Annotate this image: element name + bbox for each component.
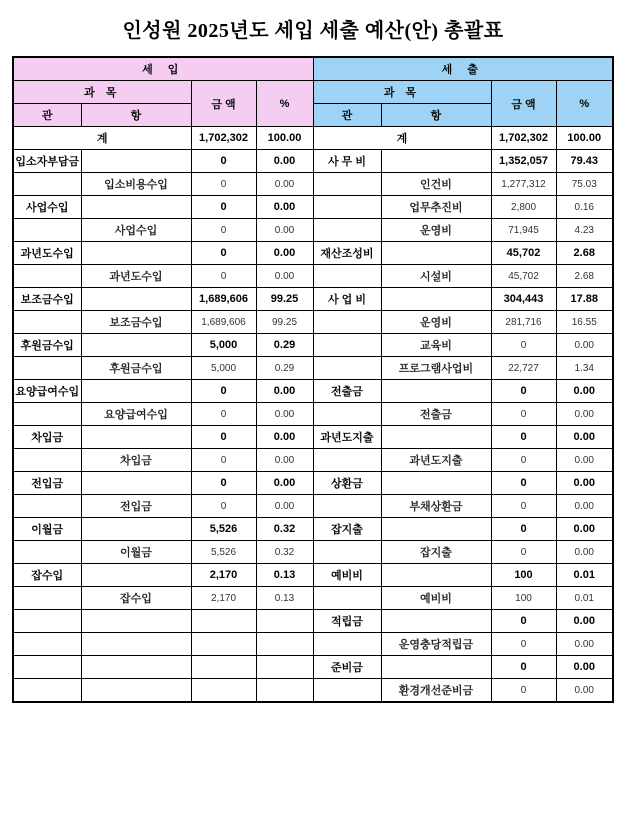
income-gwan-cell: 잡수입	[13, 564, 81, 587]
expense-hang-cell: 운영비	[381, 219, 491, 242]
income-percent-cell: 0.00	[256, 219, 313, 242]
expense-section-header: 세 출	[313, 57, 613, 81]
expense-percent-cell: 4.23	[556, 219, 613, 242]
income-total-percent: 100.00	[256, 127, 313, 150]
expense-amount-cell: 304,443	[491, 288, 556, 311]
income-amount-cell	[191, 656, 256, 679]
expense-hang-header: 항	[381, 104, 491, 127]
income-gwan-cell: 후원금수입	[13, 334, 81, 357]
income-percent-cell: 0.32	[256, 541, 313, 564]
expense-percent-cell: 0.00	[556, 541, 613, 564]
expense-percent-cell: 0.00	[556, 426, 613, 449]
expense-gwan-cell	[313, 196, 381, 219]
expense-gwan-cell: 준비금	[313, 656, 381, 679]
income-amount-cell: 0	[191, 173, 256, 196]
expense-amount-cell: 0	[491, 472, 556, 495]
expense-percent-cell: 2.68	[556, 265, 613, 288]
expense-amount-cell: 45,702	[491, 242, 556, 265]
income-percent-cell: 99.25	[256, 288, 313, 311]
expense-hang-cell: 시설비	[381, 265, 491, 288]
table-row	[13, 495, 613, 518]
income-total-amount: 1,702,302	[191, 127, 256, 150]
expense-hang-cell	[381, 610, 491, 633]
table-row	[13, 311, 613, 334]
income-hang-cell	[81, 196, 191, 219]
income-amount-header: 금 액	[191, 81, 256, 127]
expense-gwan-cell: 상환금	[313, 472, 381, 495]
expense-gwan-cell: 과년도지출	[313, 426, 381, 449]
expense-amount-cell: 0	[491, 633, 556, 656]
table-row	[13, 334, 613, 357]
income-percent-cell	[256, 633, 313, 656]
expense-gwan-cell: 전출금	[313, 380, 381, 403]
income-amount-cell: 0	[191, 219, 256, 242]
column-header-row-1	[13, 81, 613, 104]
table-row	[13, 196, 613, 219]
expense-percent-cell: 0.00	[556, 679, 613, 703]
expense-amount-cell: 45,702	[491, 265, 556, 288]
income-hang-cell: 잡수입	[81, 587, 191, 610]
income-percent-cell: 0.00	[256, 380, 313, 403]
expense-amount-header: 금 액	[491, 81, 556, 127]
income-percent-cell: 0.00	[256, 449, 313, 472]
expense-percent-cell: 0.00	[556, 449, 613, 472]
income-gwan-cell	[13, 311, 81, 334]
table-row	[13, 633, 613, 656]
expense-gwan-cell	[313, 495, 381, 518]
income-gwan-cell: 보조금수입	[13, 288, 81, 311]
income-hang-cell: 입소비용수입	[81, 173, 191, 196]
expense-gwan-cell: 적립금	[313, 610, 381, 633]
expense-hang-cell: 예비비	[381, 587, 491, 610]
expense-hang-cell	[381, 656, 491, 679]
expense-hang-cell: 교육비	[381, 334, 491, 357]
income-hang-cell: 보조금수입	[81, 311, 191, 334]
income-amount-cell	[191, 610, 256, 633]
income-hang-cell	[81, 242, 191, 265]
table-row	[13, 587, 613, 610]
income-percent-header: %	[256, 81, 313, 127]
page-title: 인성원 2025년도 세입 세출 예산(안) 총괄표	[122, 20, 504, 42]
income-gwan-header: 관	[13, 104, 81, 127]
expense-hang-cell	[381, 518, 491, 541]
income-percent-cell: 0.29	[256, 357, 313, 380]
expense-percent-cell: 75.03	[556, 173, 613, 196]
income-percent-cell	[256, 610, 313, 633]
income-hang-cell	[81, 679, 191, 703]
expense-hang-cell: 업무추진비	[381, 196, 491, 219]
expense-hang-cell	[381, 472, 491, 495]
expense-hang-cell	[381, 564, 491, 587]
income-gwan-cell: 전입금	[13, 472, 81, 495]
expense-percent-cell: 16.55	[556, 311, 613, 334]
income-percent-cell: 0.00	[256, 265, 313, 288]
expense-hang-cell: 부채상환금	[381, 495, 491, 518]
table-row	[13, 380, 613, 403]
income-percent-cell: 0.13	[256, 587, 313, 610]
expense-gwan-cell	[313, 173, 381, 196]
expense-percent-cell: 0.00	[556, 472, 613, 495]
expense-percent-cell: 17.88	[556, 288, 613, 311]
income-gwan-cell	[13, 656, 81, 679]
table-body	[13, 57, 613, 150]
expense-gwan-cell	[313, 587, 381, 610]
income-amount-cell: 0	[191, 150, 256, 173]
income-gwan-cell	[13, 610, 81, 633]
income-percent-cell: 0.00	[256, 173, 313, 196]
table-row	[13, 219, 613, 242]
table-row	[13, 288, 613, 311]
expense-gwan-cell	[313, 403, 381, 426]
expense-percent-cell: 0.00	[556, 610, 613, 633]
expense-amount-cell: 0	[491, 403, 556, 426]
expense-hang-cell: 환경개선준비금	[381, 679, 491, 703]
expense-gwan-cell	[313, 449, 381, 472]
budget-summary-table	[12, 56, 614, 703]
expense-gwan-cell: 예비비	[313, 564, 381, 587]
income-hang-cell	[81, 564, 191, 587]
income-hang-cell: 과년도수입	[81, 265, 191, 288]
income-amount-cell: 0	[191, 196, 256, 219]
income-gwan-cell	[13, 357, 81, 380]
expense-amount-cell: 281,716	[491, 311, 556, 334]
expense-hang-cell	[381, 426, 491, 449]
expense-amount-cell: 0	[491, 656, 556, 679]
income-amount-cell: 0	[191, 403, 256, 426]
expense-percent-cell: 0.16	[556, 196, 613, 219]
expense-percent-cell: 0.01	[556, 564, 613, 587]
expense-percent-cell: 0.00	[556, 495, 613, 518]
expense-gwan-cell: 사 업 비	[313, 288, 381, 311]
income-gwan-cell	[13, 403, 81, 426]
income-percent-cell: 0.00	[256, 472, 313, 495]
expense-amount-cell: 100	[491, 587, 556, 610]
section-header-row	[13, 57, 613, 81]
income-amount-cell: 0	[191, 380, 256, 403]
expense-amount-cell: 0	[491, 610, 556, 633]
income-hang-cell	[81, 334, 191, 357]
income-total-label: 계	[13, 127, 191, 150]
income-amount-cell	[191, 679, 256, 703]
income-percent-cell: 0.00	[256, 242, 313, 265]
expense-amount-cell: 0	[491, 495, 556, 518]
table-row	[13, 472, 613, 495]
income-hang-cell: 사업수입	[81, 219, 191, 242]
income-hang-cell: 차입금	[81, 449, 191, 472]
table-row	[13, 403, 613, 426]
income-amount-cell: 0	[191, 495, 256, 518]
income-hang-cell	[81, 426, 191, 449]
table-row	[13, 150, 613, 173]
income-amount-cell: 0	[191, 472, 256, 495]
expense-gwan-cell	[313, 334, 381, 357]
expense-total-label: 계	[313, 127, 491, 150]
expense-amount-cell: 100	[491, 564, 556, 587]
expense-hang-cell: 잡지출	[381, 541, 491, 564]
expense-amount-cell: 0	[491, 380, 556, 403]
income-gwan-cell	[13, 587, 81, 610]
table-row	[13, 541, 613, 564]
expense-category-header: 과 목	[313, 81, 491, 104]
income-gwan-cell	[13, 173, 81, 196]
table-row	[13, 679, 613, 703]
income-hang-cell	[81, 150, 191, 173]
income-gwan-cell	[13, 541, 81, 564]
expense-gwan-cell	[313, 219, 381, 242]
income-amount-cell: 2,170	[191, 587, 256, 610]
expense-percent-header: %	[556, 81, 613, 127]
table-row	[13, 656, 613, 679]
expense-total-percent: 100.00	[556, 127, 613, 150]
table-row	[13, 564, 613, 587]
income-amount-cell: 5,526	[191, 518, 256, 541]
expense-hang-cell: 인건비	[381, 173, 491, 196]
income-hang-cell: 이월금	[81, 541, 191, 564]
income-gwan-cell: 사업수입	[13, 196, 81, 219]
expense-hang-cell	[381, 380, 491, 403]
income-percent-cell	[256, 656, 313, 679]
income-hang-header: 항	[81, 104, 191, 127]
expense-gwan-cell	[313, 357, 381, 380]
income-gwan-cell	[13, 495, 81, 518]
income-percent-cell: 0.00	[256, 426, 313, 449]
income-gwan-cell: 차입금	[13, 426, 81, 449]
expense-hang-cell: 운영충당적립금	[381, 633, 491, 656]
expense-hang-cell	[381, 288, 491, 311]
income-amount-cell: 0	[191, 242, 256, 265]
expense-amount-cell: 22,727	[491, 357, 556, 380]
expense-amount-cell: 1,277,312	[491, 173, 556, 196]
income-hang-cell: 후원금수입	[81, 357, 191, 380]
expense-percent-cell: 79.43	[556, 150, 613, 173]
expense-gwan-cell: 사 무 비	[313, 150, 381, 173]
expense-amount-cell: 2,800	[491, 196, 556, 219]
income-percent-cell: 99.25	[256, 311, 313, 334]
table-row	[13, 449, 613, 472]
income-section-header: 세 입	[13, 57, 313, 81]
expense-gwan-cell	[313, 541, 381, 564]
expense-percent-cell: 0.00	[556, 633, 613, 656]
income-amount-cell: 2,170	[191, 564, 256, 587]
income-amount-cell: 1,689,606	[191, 311, 256, 334]
expense-total-amount: 1,702,302	[491, 127, 556, 150]
table-row	[13, 265, 613, 288]
income-percent-cell	[256, 679, 313, 703]
income-gwan-cell	[13, 449, 81, 472]
table-row	[13, 426, 613, 449]
table-row	[13, 173, 613, 196]
expense-amount-cell: 71,945	[491, 219, 556, 242]
income-gwan-cell	[13, 633, 81, 656]
income-gwan-cell: 이월금	[13, 518, 81, 541]
expense-percent-cell: 0.00	[556, 334, 613, 357]
expense-hang-cell	[381, 150, 491, 173]
budget-data-rows	[13, 150, 613, 703]
table-row	[13, 357, 613, 380]
expense-gwan-cell: 재산조성비	[313, 242, 381, 265]
income-amount-cell	[191, 633, 256, 656]
income-hang-cell: 전입금	[81, 495, 191, 518]
expense-percent-cell: 1.34	[556, 357, 613, 380]
expense-gwan-cell	[313, 679, 381, 703]
expense-hang-cell: 과년도지출	[381, 449, 491, 472]
expense-percent-cell: 0.00	[556, 380, 613, 403]
expense-hang-cell: 프로그램사업비	[381, 357, 491, 380]
expense-hang-cell	[381, 242, 491, 265]
income-amount-cell: 0	[191, 449, 256, 472]
table-row	[13, 242, 613, 265]
expense-percent-cell: 0.01	[556, 587, 613, 610]
expense-gwan-cell	[313, 633, 381, 656]
total-row	[13, 127, 613, 150]
income-amount-cell: 1,689,606	[191, 288, 256, 311]
income-gwan-cell	[13, 679, 81, 703]
expense-gwan-cell	[313, 265, 381, 288]
income-percent-cell: 0.32	[256, 518, 313, 541]
income-hang-cell	[81, 518, 191, 541]
income-percent-cell: 0.00	[256, 150, 313, 173]
income-gwan-cell: 과년도수입	[13, 242, 81, 265]
income-gwan-cell	[13, 265, 81, 288]
expense-gwan-header: 관	[313, 104, 381, 127]
expense-gwan-cell	[313, 311, 381, 334]
income-gwan-cell	[13, 219, 81, 242]
expense-amount-cell: 0	[491, 449, 556, 472]
income-hang-cell	[81, 380, 191, 403]
expense-amount-cell: 0	[491, 679, 556, 703]
income-percent-cell: 0.13	[256, 564, 313, 587]
income-amount-cell: 5,526	[191, 541, 256, 564]
income-gwan-cell: 요양급여수입	[13, 380, 81, 403]
income-amount-cell: 0	[191, 426, 256, 449]
expense-percent-cell: 0.00	[556, 656, 613, 679]
expense-amount-cell: 0	[491, 518, 556, 541]
income-percent-cell: 0.29	[256, 334, 313, 357]
expense-percent-cell: 2.68	[556, 242, 613, 265]
income-hang-cell	[81, 288, 191, 311]
income-category-header: 과 목	[13, 81, 191, 104]
income-hang-cell: 요양급여수입	[81, 403, 191, 426]
income-hang-cell	[81, 610, 191, 633]
expense-amount-cell: 0	[491, 541, 556, 564]
income-gwan-cell: 입소자부담금	[13, 150, 81, 173]
income-hang-cell	[81, 633, 191, 656]
expense-hang-cell: 전출금	[381, 403, 491, 426]
expense-amount-cell: 0	[491, 426, 556, 449]
expense-amount-cell: 0	[491, 334, 556, 357]
income-amount-cell: 0	[191, 265, 256, 288]
income-amount-cell: 5,000	[191, 357, 256, 380]
income-percent-cell: 0.00	[256, 196, 313, 219]
income-hang-cell	[81, 656, 191, 679]
expense-gwan-cell: 잡지출	[313, 518, 381, 541]
expense-percent-cell: 0.00	[556, 518, 613, 541]
table-row	[13, 518, 613, 541]
income-amount-cell: 5,000	[191, 334, 256, 357]
expense-percent-cell: 0.00	[556, 403, 613, 426]
income-percent-cell: 0.00	[256, 403, 313, 426]
expense-hang-cell: 운영비	[381, 311, 491, 334]
table-row	[13, 610, 613, 633]
income-percent-cell: 0.00	[256, 495, 313, 518]
income-hang-cell	[81, 472, 191, 495]
expense-amount-cell: 1,352,057	[491, 150, 556, 173]
